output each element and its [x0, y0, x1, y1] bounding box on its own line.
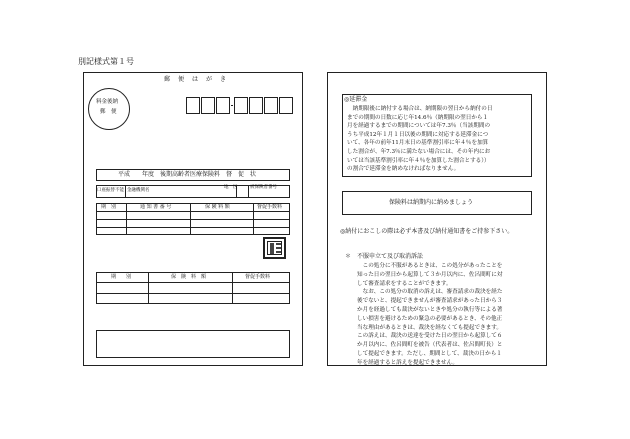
mayor-seal	[263, 237, 286, 259]
lower-col-premium: 保 険 料 額	[171, 274, 207, 280]
postal-code-box	[201, 97, 215, 114]
stamp-line-1: 料金後納	[96, 99, 119, 105]
postal-code-box	[186, 97, 200, 114]
col-fee-header: 督促手数料	[257, 204, 283, 210]
col-period-header: 期 別	[101, 204, 117, 210]
appeal-marker: ＊	[345, 253, 352, 260]
insured-number-label: 被保険者番号	[250, 185, 277, 190]
postal-code-box	[249, 97, 263, 114]
postal-code-box	[264, 97, 278, 114]
notice-title: 平成 年度 後期高齢者医療保険料 督 促 状	[118, 171, 257, 178]
postal-code-box	[216, 97, 230, 114]
late-fee-body: 納期限後に納付する場合は、納期限の翌日から納付の日 までの期間の日数に応じ年14.6％（納期限の翌日から１ 月を経過するまでの期間については年7.3％（当該期間の うち平成12年１月１日以後の期間に対応する延滞金につ いて、各年の前年11月末日の基準割引率に年４％を加算 した割合が、年7.3％に満たない場合には、その年内にお いては当該基準割引率に年４％を加算した割合とする）） の割合で延滞金を納めなければなりません。	[347, 106, 493, 173]
late-fee-title: ◎延滞金	[344, 96, 368, 103]
reminder-text: 保険料は納期内に納めましょう	[389, 199, 474, 206]
account-transfer-failed-label: 口座振替不能	[97, 188, 124, 193]
col-notice-number-header: 通 知 書 番 号	[140, 204, 172, 210]
postcard-header: 郵 便 は が き	[164, 76, 228, 83]
district-label: 地 区	[224, 185, 238, 190]
appeal-body: この処分に不服があるときは、この処分があったことを 知った日の翌日から起算して３か月以内に、佐呂間町に対 して審査請求をすることができます。 なお、この処分の取消の訴えは、審査請求の裁決を経た 後でないと、提起できませんが審査請求があった日から３ か月を経過しても裁決がないときや処分の執行等による著 しい損害を避けるための緊急の必要があるとき、その他正 当な理由があるときは、裁決を経なくても提起できます。 この訴えは、裁決の送達を受けた日の翌日から起算して６ か月以内に、佐呂間町を被告（代表者は、佐呂間町長）と して提起できます。ただし、期間として、裁決の日から１ 年を経過すると訴えを提起できません。	[357, 263, 503, 366]
form-title: 別記様式第１号	[78, 57, 134, 66]
lower-col-period: 期 別	[111, 274, 132, 280]
col-premium-header: 保 険 料 額	[205, 204, 230, 210]
appeal-title: 不服申立て及び取消訴訟	[357, 253, 424, 260]
stamp-line-2: 郵 便	[100, 109, 117, 115]
bank-name-label: 金融機関名	[127, 188, 150, 193]
postal-code-box	[279, 97, 293, 114]
message-box	[96, 330, 290, 358]
bring-notice: ◎納付におこしの際は必ず本書及び納付通知書をご持参下さい。	[340, 228, 514, 235]
lower-col-fee: 督促手数料	[245, 274, 271, 280]
postal-code-box	[234, 97, 248, 114]
